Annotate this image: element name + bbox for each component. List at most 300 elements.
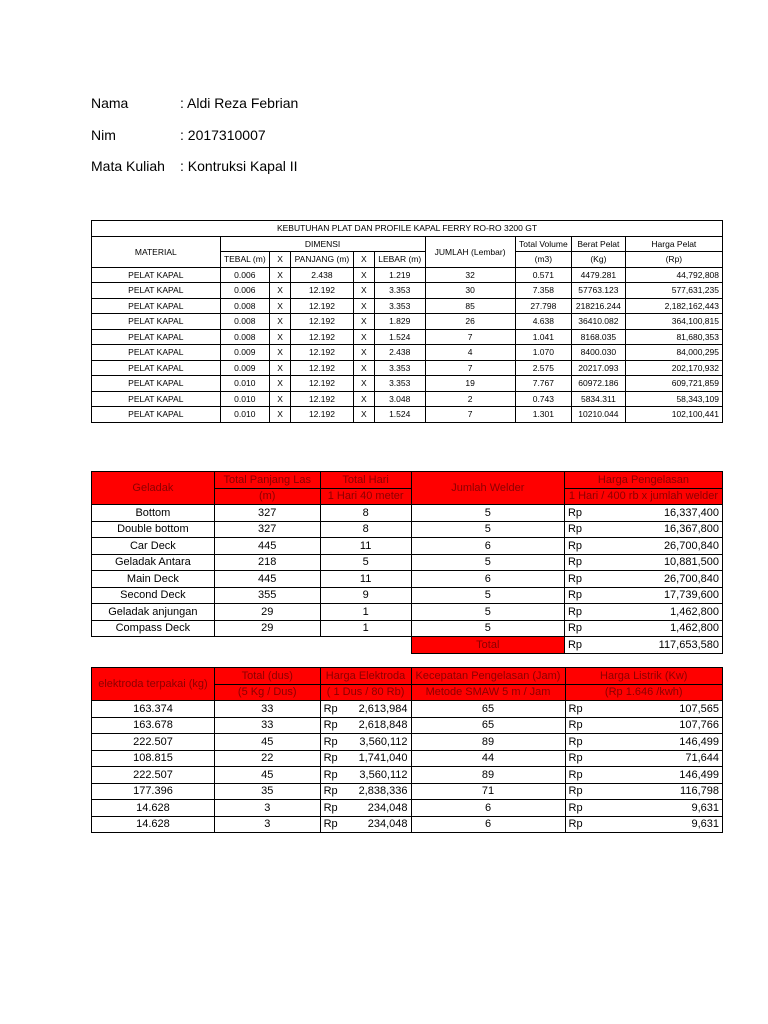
col-berat-pelat: Berat Pelat	[572, 236, 626, 252]
table-cell: 5834.311	[572, 391, 626, 407]
col-lebar: LEBAR (m)	[374, 252, 425, 268]
price-cell	[320, 734, 411, 751]
table-row	[92, 329, 723, 345]
price-value: 2,618,848	[358, 719, 408, 732]
table-cell: X	[353, 267, 374, 283]
table-cell: 0.006	[220, 283, 269, 299]
currency-label: Rp	[323, 719, 338, 732]
table-cell: 44	[411, 750, 565, 767]
table-cell: 57763.123	[572, 283, 626, 299]
table-cell: 14.628	[92, 800, 215, 817]
table-cell: 1.829	[374, 314, 425, 330]
price-value: 2,838,336	[358, 785, 408, 798]
table-cell: X	[353, 283, 374, 299]
currency-label: Rp	[568, 768, 583, 781]
table-cell: 1.219	[374, 267, 425, 283]
currency-label: Rp	[567, 556, 583, 569]
table-cell: PELAT KAPAL	[92, 283, 221, 299]
currency-label: Rp	[323, 801, 338, 814]
price-cell	[564, 620, 722, 637]
table-cell: 5	[411, 587, 564, 604]
col-kecepatan: Kecepatan Pengelasan (Jam)	[411, 668, 565, 685]
table-cell: PELAT KAPAL	[92, 298, 221, 314]
nim-label: Nim	[91, 127, 116, 143]
table-cell: 0.006	[220, 267, 269, 283]
currency-label: Rp	[323, 752, 338, 765]
table-cell: 1	[320, 604, 411, 621]
table-cell: 26	[425, 314, 515, 330]
price-value: 146,499	[679, 768, 719, 781]
table-cell: 6	[411, 571, 564, 588]
price-value: 16,367,800	[663, 523, 719, 536]
table-cell: 20217.093	[572, 360, 626, 376]
table-cell: 1.524	[374, 407, 425, 423]
table-row	[92, 407, 723, 423]
table-cell: 12.192	[291, 283, 353, 299]
col-harga-pengelasan: Harga Pengelasan	[564, 472, 722, 489]
price-cell	[564, 587, 722, 604]
table-cell: X	[353, 298, 374, 314]
price-cell	[565, 816, 723, 833]
unit-kg: (Kg)	[572, 252, 626, 268]
table-cell: 0.010	[220, 407, 269, 423]
currency-label: Rp	[568, 752, 583, 765]
table-cell: 6	[411, 816, 565, 833]
price-value: 234,048	[367, 818, 408, 831]
table-cell: X	[353, 391, 374, 407]
note-elektroda: ( 1 Dus / 80 Rb)	[320, 684, 411, 701]
table-cell: X	[269, 345, 290, 361]
table-cell: 1.070	[515, 345, 571, 361]
price-value: 1,462,800	[670, 622, 719, 635]
col-jumlah-welder: Jumlah Welder	[411, 472, 564, 505]
currency-label: Rp	[323, 818, 338, 831]
col-total-dus: Total (dus)	[214, 668, 320, 685]
table-cell: 327	[214, 505, 320, 522]
col-x: X	[353, 252, 374, 268]
col-total-hari: Total Hari	[320, 472, 411, 489]
table-cell: Bottom	[92, 505, 215, 522]
currency-label: Rp	[568, 785, 583, 798]
col-total-panjang: Total Panjang Las	[214, 472, 320, 489]
table-cell: 6	[411, 538, 564, 555]
table-cell: 8400.030	[572, 345, 626, 361]
table-cell: 5	[411, 620, 564, 637]
table-cell: 163.374	[92, 701, 215, 718]
currency-label: Rp	[567, 622, 583, 635]
currency-label: Rp	[323, 702, 338, 715]
price-cell	[565, 734, 723, 751]
table-cell: 0.008	[220, 298, 269, 314]
table-cell: 5	[411, 505, 564, 522]
table-cell: PELAT KAPAL	[92, 267, 221, 283]
table-cell: 33	[214, 717, 320, 734]
table-cell: 2.438	[374, 345, 425, 361]
currency-label: Rp	[567, 605, 583, 618]
currency-label: Rp	[568, 735, 583, 748]
table-cell: 33	[214, 701, 320, 718]
table-cell: 222.507	[92, 767, 215, 784]
table-cell: 89	[411, 767, 565, 784]
table-row	[92, 620, 723, 637]
currency-label: Rp	[567, 589, 583, 602]
table-cell: 3	[214, 800, 320, 817]
col-harga-listrik: Harga Listrik (Kw)	[565, 668, 723, 685]
table-cell: 12.192	[291, 360, 353, 376]
table-cell: X	[353, 329, 374, 345]
table-row	[92, 505, 723, 522]
price-value: 1,462,800	[670, 605, 719, 618]
table-row	[92, 816, 723, 833]
total-cell	[564, 637, 722, 654]
table-cell: Geladak Antara	[92, 554, 215, 571]
table-cell: 609,721,859	[625, 376, 722, 392]
table-row	[92, 538, 723, 555]
table-cell: 7	[425, 329, 515, 345]
table-cell: 6	[411, 800, 565, 817]
table-cell: 0.008	[220, 329, 269, 345]
nama-line	[91, 95, 298, 111]
table-cell: PELAT KAPAL	[92, 376, 221, 392]
table-row	[92, 800, 723, 817]
table-cell: 177.396	[92, 783, 215, 800]
table-cell: 163.678	[92, 717, 215, 734]
table-cell: 3.353	[374, 360, 425, 376]
note-hari: 1 Hari 40 meter	[320, 488, 411, 505]
nama-value: : Aldi Reza Febrian	[180, 95, 299, 111]
price-value: 17,739,600	[663, 589, 719, 602]
note-dus: (5 Kg / Dus)	[214, 684, 320, 701]
table-row	[92, 750, 723, 767]
table-cell: 10210.044	[572, 407, 626, 423]
currency-label: Rp	[567, 506, 583, 519]
price-value: 16,337,400	[663, 506, 719, 519]
col-x: X	[269, 252, 290, 268]
table-row	[92, 604, 723, 621]
table-cell: 84,000,295	[625, 345, 722, 361]
table-cell: 2	[425, 391, 515, 407]
table-cell: 1.041	[515, 329, 571, 345]
table-cell: 364,100,815	[625, 314, 722, 330]
table-cell: 1.524	[374, 329, 425, 345]
table-cell: 3.048	[374, 391, 425, 407]
table-cell: 11	[320, 538, 411, 555]
table-cell: X	[269, 376, 290, 392]
price-cell	[564, 604, 722, 621]
table-cell: 2.438	[291, 267, 353, 283]
table-cell: 8	[320, 521, 411, 538]
price-value: 3,560,112	[359, 768, 408, 781]
currency-label: Rp	[567, 572, 583, 585]
table-cell: 0.010	[220, 376, 269, 392]
table-cell: X	[269, 360, 290, 376]
table-cell: 327	[214, 521, 320, 538]
table-cell: 218	[214, 554, 320, 571]
table-cell: 45	[214, 767, 320, 784]
price-cell	[320, 800, 411, 817]
table-cell: 7	[425, 360, 515, 376]
table-row	[92, 717, 723, 734]
price-cell	[565, 701, 723, 718]
price-cell	[320, 701, 411, 718]
weld-table	[91, 471, 723, 654]
table-row	[92, 314, 723, 330]
price-cell	[320, 717, 411, 734]
table-row	[92, 298, 723, 314]
table-cell: 60972.186	[572, 376, 626, 392]
total-rp: Rp	[567, 638, 583, 651]
table-cell: Compass Deck	[92, 620, 215, 637]
mata-kuliah-label: Mata Kuliah	[91, 158, 165, 174]
table-cell: X	[353, 376, 374, 392]
table-cell: 5	[411, 554, 564, 571]
col-geladak: Geladak	[92, 472, 215, 505]
table-row	[92, 767, 723, 784]
table-row	[92, 554, 723, 571]
table-cell: PELAT KAPAL	[92, 329, 221, 345]
table-cell: 5	[411, 604, 564, 621]
price-cell	[565, 767, 723, 784]
table-row	[92, 283, 723, 299]
table-cell: 0.009	[220, 360, 269, 376]
table-cell: 81,680,353	[625, 329, 722, 345]
table-cell: 222.507	[92, 734, 215, 751]
table-cell: 3.353	[374, 376, 425, 392]
price-value: 107,766	[679, 719, 719, 732]
currency-label: Rp	[323, 735, 338, 748]
price-value: 146,499	[679, 735, 719, 748]
price-cell	[320, 750, 411, 767]
col-dimensi: DIMENSI	[220, 236, 425, 252]
table-row	[92, 783, 723, 800]
table-cell: 2,182,162,443	[625, 298, 722, 314]
table-cell: X	[269, 298, 290, 314]
price-cell	[320, 816, 411, 833]
currency-label: Rp	[568, 719, 583, 732]
table-cell: 12.192	[291, 391, 353, 407]
table-cell: 45	[214, 734, 320, 751]
table-cell: PELAT KAPAL	[92, 345, 221, 361]
table-cell: 71	[411, 783, 565, 800]
table-cell: 58,343,109	[625, 391, 722, 407]
table-cell: 44,792,808	[625, 267, 722, 283]
table-row	[92, 376, 723, 392]
table-cell: 29	[214, 620, 320, 637]
col-tebal: TEBAL (m)	[220, 252, 269, 268]
table-cell: 27.798	[515, 298, 571, 314]
price-cell	[564, 521, 722, 538]
table-cell: 7.767	[515, 376, 571, 392]
unit-m3: (m3)	[515, 252, 571, 268]
col-total-volume: Total Volume	[515, 236, 571, 252]
price-value: 26,700,840	[663, 539, 719, 552]
plate-table-title: KEBUTUHAN PLAT DAN PROFILE KAPAL FERRY RO-RO 3200 GT	[92, 221, 723, 237]
note-kecepatan: Metode SMAW 5 m / Jam	[411, 684, 565, 701]
table-cell: PELAT KAPAL	[92, 391, 221, 407]
nim-value: : 2017310007	[180, 127, 266, 143]
table-cell: 8	[320, 505, 411, 522]
table-cell: 577,631,235	[625, 283, 722, 299]
table-cell: 8168.035	[572, 329, 626, 345]
table-cell: 65	[411, 717, 565, 734]
table-cell: 65	[411, 701, 565, 718]
price-cell	[565, 800, 723, 817]
table-row	[92, 587, 723, 604]
table-cell: Main Deck	[92, 571, 215, 588]
electrode-table	[91, 667, 723, 833]
table-cell: 30	[425, 283, 515, 299]
table-cell: 12.192	[291, 298, 353, 314]
table-cell: X	[269, 283, 290, 299]
table-cell: X	[353, 360, 374, 376]
price-cell	[320, 783, 411, 800]
price-value: 3,560,112	[359, 735, 408, 748]
table-row	[92, 701, 723, 718]
price-value: 9,631	[691, 818, 719, 831]
table-cell: Car Deck	[92, 538, 215, 555]
col-harga-elektroda: Harga Elektroda	[320, 668, 411, 685]
table-row	[92, 521, 723, 538]
price-cell	[565, 750, 723, 767]
table-cell: Double bottom	[92, 521, 215, 538]
table-row	[92, 267, 723, 283]
table-cell: 32	[425, 267, 515, 283]
table-cell: 0.010	[220, 391, 269, 407]
price-cell	[564, 505, 722, 522]
table-cell: 11	[320, 571, 411, 588]
table-cell: 3.353	[374, 283, 425, 299]
table-cell: 12.192	[291, 407, 353, 423]
price-cell	[564, 571, 722, 588]
price-cell	[564, 538, 722, 555]
nim-line	[91, 127, 266, 143]
table-row	[92, 734, 723, 751]
table-cell: 0.009	[220, 345, 269, 361]
table-cell: X	[269, 267, 290, 283]
table-cell: Second Deck	[92, 587, 215, 604]
price-value: 234,048	[367, 801, 408, 814]
table-cell: 4.638	[515, 314, 571, 330]
price-cell	[564, 554, 722, 571]
table-cell: 7.358	[515, 283, 571, 299]
unit-m: (m)	[214, 488, 320, 505]
price-value: 107,565	[679, 702, 719, 715]
table-cell: PELAT KAPAL	[92, 407, 221, 423]
note-listrik: (Rp 1.646 /kwh)	[565, 684, 723, 701]
col-jumlah: JUMLAH (Lembar)	[425, 236, 515, 267]
price-value: 71,644	[685, 752, 719, 765]
table-cell: 12.192	[291, 345, 353, 361]
mata-kuliah-line	[91, 158, 298, 174]
table-cell: 4	[425, 345, 515, 361]
total-value: 117,653,580	[658, 638, 719, 651]
price-value: 2,613,984	[358, 702, 408, 715]
table-cell: 5	[320, 554, 411, 571]
table-row	[92, 571, 723, 588]
table-cell: 218216.244	[572, 298, 626, 314]
table-cell: 29	[214, 604, 320, 621]
currency-label: Rp	[323, 768, 338, 781]
table-cell: 36410.082	[572, 314, 626, 330]
table-cell: 3	[214, 816, 320, 833]
col-material: MATERIAL	[92, 236, 221, 267]
table-cell: 202,170,932	[625, 360, 722, 376]
table-cell: 1	[320, 620, 411, 637]
price-cell	[565, 783, 723, 800]
plate-table	[91, 220, 723, 423]
col-panjang: PANJANG (m)	[291, 252, 353, 268]
table-cell: 445	[214, 538, 320, 555]
currency-label: Rp	[568, 818, 583, 831]
table-cell: 89	[411, 734, 565, 751]
table-cell: 19	[425, 376, 515, 392]
table-cell: 5	[411, 521, 564, 538]
price-value: 116,798	[680, 785, 719, 798]
table-cell: 12.192	[291, 314, 353, 330]
note-harga: 1 Hari / 400 rb x jumlah welder	[564, 488, 722, 505]
table-cell: 355	[214, 587, 320, 604]
table-cell: X	[269, 314, 290, 330]
table-cell: X	[353, 314, 374, 330]
currency-label: Rp	[568, 702, 583, 715]
table-cell: 12.192	[291, 329, 353, 345]
table-cell: 2.575	[515, 360, 571, 376]
table-cell: X	[353, 407, 374, 423]
price-value: 9,631	[691, 801, 719, 814]
table-cell: 4479.281	[572, 267, 626, 283]
table-cell: X	[269, 391, 290, 407]
table-cell: Geladak anjungan	[92, 604, 215, 621]
table-cell: 85	[425, 298, 515, 314]
table-cell: 12.192	[291, 376, 353, 392]
price-value: 10,881,500	[663, 556, 719, 569]
table-cell: X	[353, 345, 374, 361]
price-cell	[320, 767, 411, 784]
table-cell: 3.353	[374, 298, 425, 314]
col-elektroda: elektroda terpakai (kg)	[92, 668, 215, 701]
currency-label: Rp	[323, 785, 338, 798]
table-cell: 0.008	[220, 314, 269, 330]
table-cell: 35	[214, 783, 320, 800]
table-cell: 14.628	[92, 816, 215, 833]
table-row	[92, 391, 723, 407]
table-row	[92, 345, 723, 361]
table-cell: X	[269, 407, 290, 423]
nama-label: Nama	[91, 95, 129, 111]
table-cell: 445	[214, 571, 320, 588]
table-cell: PELAT KAPAL	[92, 314, 221, 330]
price-cell	[565, 717, 723, 734]
currency-label: Rp	[568, 801, 583, 814]
table-cell: 0.571	[515, 267, 571, 283]
unit-rp: (Rp)	[625, 252, 722, 268]
table-cell: 7	[425, 407, 515, 423]
table-cell: 0.743	[515, 391, 571, 407]
table-cell: X	[269, 329, 290, 345]
total-label: Total	[411, 637, 564, 654]
mata-kuliah-value: : Kontruksi Kapal II	[180, 158, 298, 174]
table-cell: 1.301	[515, 407, 571, 423]
currency-label: Rp	[567, 539, 583, 552]
table-row	[92, 360, 723, 376]
col-harga-pelat: Harga Pelat	[625, 236, 722, 252]
price-value: 26,700,840	[663, 572, 719, 585]
currency-label: Rp	[567, 523, 583, 536]
table-cell: 9	[320, 587, 411, 604]
price-value: 1,741,040	[358, 752, 408, 765]
table-cell: PELAT KAPAL	[92, 360, 221, 376]
table-cell: 108.815	[92, 750, 215, 767]
